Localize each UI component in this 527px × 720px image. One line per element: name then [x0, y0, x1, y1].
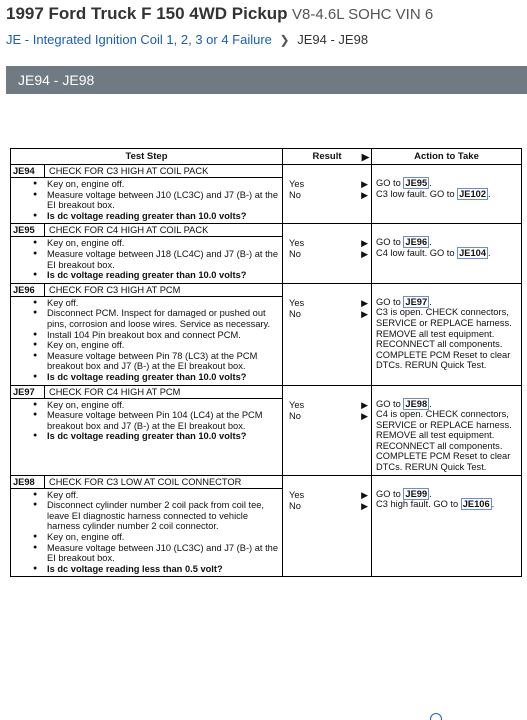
page-title: [6, 4, 433, 24]
result-cell: [283, 178, 372, 223]
section-label: JE94 - JE98: [18, 72, 95, 88]
goto-step-link[interactable]: JE106: [462, 499, 490, 510]
arrow-right-icon: ▶: [361, 399, 368, 410]
arrow-right-icon: ▶: [361, 500, 368, 511]
result-cell-spacer: [283, 165, 372, 178]
step-body: [11, 399, 521, 475]
step-header: [11, 165, 521, 178]
breadcrumb-parent-link[interactable]: JE - Integrated Ignition Coil 1, 2, 3 or 4 Failure: [6, 32, 272, 47]
table-body: [11, 165, 521, 576]
action-cell-spacer: [372, 165, 521, 178]
action-cell-spacer: [372, 476, 521, 489]
diagnostic-table: [10, 148, 522, 577]
yes-action: GO to JE99 .: [376, 488, 432, 499]
arrow-right-icon: ▶: [361, 238, 368, 249]
test-step-row: [11, 165, 521, 224]
procedure-step: ● Measure voltage between J10 (LC3C) and J7 (B-) at the EI breakout box.: [47, 543, 278, 564]
arrow-right-icon: ▶: [361, 190, 368, 200]
test-question: ● Is dc voltage reading greater than 10.0 volts?: [47, 431, 278, 442]
procedure-list: [47, 400, 278, 442]
arrow-right-icon: ▶: [361, 308, 368, 319]
chevron-right-icon: ❯: [279, 33, 290, 47]
step-header: [11, 386, 521, 399]
result-cell-spacer: [283, 224, 372, 237]
test-step-row: [11, 386, 521, 476]
step-body: [11, 237, 521, 282]
procedure-step: ● Key off.: [47, 490, 278, 501]
test-step-row: [11, 476, 521, 577]
step-procedure: [11, 178, 283, 223]
procedure-list: [47, 179, 278, 221]
yes-action: GO to JE98 .: [376, 398, 432, 409]
goto-step-link[interactable]: JE95: [405, 178, 428, 188]
header-test-step: Test Step: [11, 149, 283, 164]
no-action: C4 low fault. GO to JE104 .: [376, 247, 491, 258]
no-action-text: C3 high fault. GO to: [376, 499, 459, 510]
step-id: JE97: [11, 386, 45, 399]
test-step-row: [11, 284, 521, 386]
procedure-step: ● Measure voltage between Pin 78 (LC3) at the PCM breakout box and J7 (B-) at the EI breakout box.: [47, 351, 278, 372]
procedure-list: [47, 238, 278, 280]
no-action: C3 high fault. GO to JE106 .: [376, 499, 495, 510]
procedure-step: ● Measure voltage between J18 (LC4C) and J7 (B-) at the EI breakout box.: [47, 249, 278, 270]
vehicle-title: 1997 Ford Truck F 150 4WD Pickup: [6, 4, 288, 23]
breadcrumb: [6, 32, 368, 47]
step-procedure: [11, 399, 283, 475]
arrow-right-icon: ▶: [361, 297, 368, 308]
arrow-right-icon: ▶: [361, 179, 368, 189]
goto-step-link[interactable]: JE98: [405, 398, 428, 409]
header-result: Result: [312, 151, 342, 162]
result-no: No: [289, 410, 301, 421]
result-yes: Yes: [289, 238, 305, 249]
procedure-step: ● Measure voltage between J10 (LC3C) and J7 (B-) at the EI breakout box.: [47, 190, 278, 211]
breadcrumb-current: JE94 - JE98: [297, 32, 369, 47]
yes-action-text: GO to: [376, 296, 401, 307]
yes-action: GO to JE97 .: [376, 296, 432, 307]
procedure-step: ● Key on, engine off.: [47, 238, 278, 249]
goto-step-link[interactable]: JE99: [405, 488, 428, 499]
no-action-text: C3 is open. CHECK connectors, SERVICE or REPLACE harness. REMOVE all test equipment. RECONNECT all components. COMPLETE PCM Reset to clear DTCs. RERUN Quick Test.: [376, 307, 512, 371]
result-no: No: [289, 308, 301, 319]
header-result-cell: [283, 149, 372, 164]
yes-action-text: GO to: [376, 398, 401, 409]
procedure-step: ● Key off.: [47, 298, 278, 309]
procedure-step: ● Install 104 Pin breakout box and connect PCM.: [47, 330, 278, 341]
help-circle-icon[interactable]: [430, 713, 442, 720]
page-header: [0, 0, 527, 58]
step-procedure: [11, 237, 283, 282]
action-cell: [372, 399, 521, 475]
no-action-text: C4 is open. CHECK connectors, SERVICE or REPLACE harness. REMOVE all test equipment. RECONNECT all components. COMPLETE PCM Reset to clear DTCs. RERUN Quick Test.: [376, 409, 512, 473]
step-title: CHECK FOR C3 LOW AT COIL CONNECTOR: [45, 476, 283, 489]
result-yes: Yes: [289, 297, 305, 308]
result-no: No: [289, 190, 301, 200]
step-procedure: [11, 297, 283, 385]
result-cell: [283, 489, 372, 577]
result-no: No: [289, 249, 301, 260]
no-action: C3 low fault. GO to JE102 .: [376, 188, 491, 199]
step-title: CHECK FOR C3 HIGH AT COIL PACK: [45, 165, 283, 178]
result-cell: [283, 297, 372, 385]
step-id: JE98: [11, 476, 45, 489]
goto-step-link[interactable]: JE97: [405, 296, 428, 307]
header-action: Action to Take: [414, 151, 479, 162]
result-yes: Yes: [289, 489, 305, 500]
section-header-bar: [6, 66, 527, 94]
table-header: [11, 149, 521, 165]
test-question: ● Is dc voltage reading greater than 10.0 volts?: [47, 372, 278, 383]
yes-action: GO to JE95 .: [376, 178, 432, 188]
procedure-step: ● Key on, engine off.: [47, 179, 278, 190]
procedure-step: ● Key on, engine off.: [47, 400, 278, 411]
action-cell-spacer: [372, 284, 521, 297]
result-cell: [283, 399, 372, 475]
yes-action-text: GO to: [376, 237, 401, 248]
result-cell-spacer: [283, 476, 372, 489]
result-yes: Yes: [289, 399, 305, 410]
no-action-text: C3 low fault. GO to: [376, 188, 455, 199]
no-action-text: C4 low fault. GO to: [376, 247, 455, 258]
procedure-step: ● Key on, engine off.: [47, 532, 278, 543]
step-procedure: [11, 489, 283, 577]
step-id: JE95: [11, 224, 45, 237]
engine-subtitle: V8-4.6L SOHC VIN 6: [292, 6, 434, 23]
test-question: ● Is dc voltage reading greater than 10.0 volts?: [47, 211, 278, 222]
test-question: ● Is dc voltage reading greater than 10.0 volts?: [47, 270, 278, 281]
arrow-right-icon: ▶: [361, 249, 368, 260]
goto-step-link[interactable]: JE104: [459, 247, 487, 258]
yes-action-text: GO to: [376, 178, 401, 188]
step-id: JE96: [11, 284, 45, 297]
step-body: [11, 297, 521, 385]
arrow-right-icon: ▶: [361, 489, 368, 500]
action-cell: [372, 489, 521, 577]
step-title: CHECK FOR C4 HIGH AT PCM: [45, 386, 283, 399]
procedure-step: ● Disconnect PCM. Inspect for damaged or pushed out pins, corrosion and loose wires. Service as necessary.: [47, 308, 278, 329]
yes-action-text: GO to: [376, 488, 401, 499]
action-cell-spacer: [372, 386, 521, 399]
result-no: No: [289, 500, 301, 511]
step-id: JE94: [11, 165, 45, 178]
procedure-list: [47, 298, 278, 383]
yes-action: GO to JE96 .: [376, 237, 432, 248]
arrow-right-icon: ▶: [361, 410, 368, 421]
result-cell-spacer: [283, 386, 372, 399]
step-header: [11, 284, 521, 297]
action-cell: [372, 297, 521, 385]
procedure-step: ● Key on, engine off.: [47, 340, 278, 351]
result-cell-spacer: [283, 284, 372, 297]
goto-step-link[interactable]: JE102: [459, 188, 487, 199]
result-yes: Yes: [289, 179, 305, 189]
test-question: ● Is dc voltage reading less than 0.5 volt?: [47, 564, 278, 575]
action-cell-spacer: [372, 224, 521, 237]
test-step-row: [11, 224, 521, 283]
action-cell: [372, 178, 521, 223]
procedure-step: ● Disconnect cylinder number 2 coil pack from coil tee, leave EI diagnostic harness connected to vehicle harness cylinder number 2 coil connector.: [47, 500, 278, 532]
arrow-right-icon: ▶: [361, 152, 369, 163]
procedure-step: ● Measure voltage between Pin 104 (LC4) at the PCM breakout box and J7 (B-) at the EI breakout box.: [47, 410, 278, 431]
step-body: [11, 178, 521, 223]
step-title: CHECK FOR C3 HIGH AT PCM: [45, 284, 283, 297]
goto-step-link[interactable]: JE96: [405, 237, 428, 248]
step-body: [11, 489, 521, 577]
procedure-list: [47, 490, 278, 575]
step-header: [11, 476, 521, 489]
step-title: CHECK FOR C4 HIGH AT COIL PACK: [45, 224, 283, 237]
step-header: [11, 224, 521, 237]
result-cell: [283, 237, 372, 282]
action-cell: [372, 237, 521, 282]
